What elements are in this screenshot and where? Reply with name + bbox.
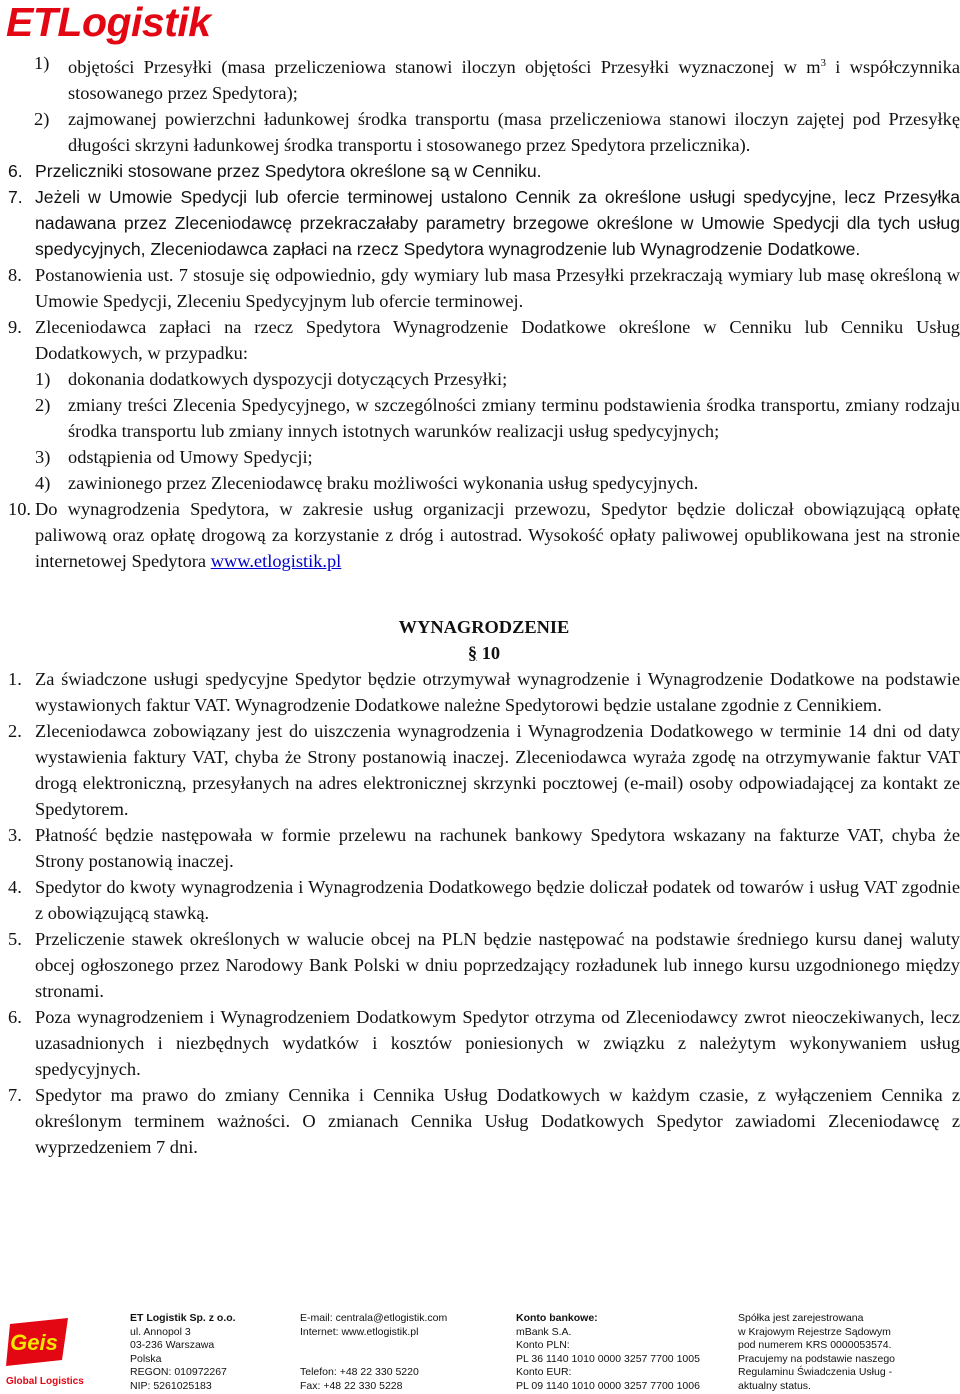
logo-part-et: ET <box>6 0 58 45</box>
list-number: 9. <box>8 317 22 338</box>
list-number: 2) <box>35 395 51 416</box>
list-number: 7. <box>8 1085 22 1106</box>
list-item <box>8 666 960 718</box>
list-text: Przeliczniki stosowane przez Spedytora określone są w Cenniku. <box>35 161 542 182</box>
footer-registry: Spółka jest zarejestrowana w Krajowym Rejestrze Sądowym pod numerem KRS 0000053574. Pracujemy na podstawie naszego Regulaminu Świadczenia Usług - aktualny status. <box>738 1312 896 1392</box>
list-number: 3) <box>35 447 51 468</box>
list-text: Jeżeli w Umowie Spedycji lub ofercie terminowej ustalono Cennik za określone usługi spedycyjne, lecz Przesyłka nadawana przez Zleceniodawcę przekraczałaby parametry brzegowe określone w Umowie Spedycji dla tych usług spedycyjnych, Zleceniodawca zapłaci na rzecz Spedytora wynagrodzenie lub Wynagrodzenie Dodatkowe. <box>35 187 960 260</box>
document-body <box>8 50 960 1160</box>
list-text: zmiany treści Zlecenia Spedycyjnego, w szczególności zmiany terminu podstawienia środka transportu, zmiany rodzaju środka transportu lub zmiany innych istotnych warunków realizacji usług spedycyjnych; <box>68 395 960 442</box>
website-link[interactable]: www.etlogistik.pl <box>210 551 342 572</box>
list-item <box>8 496 960 574</box>
footer-bank: Konto bankowe: mBank S.A. Konto PLN: PL 36 1140 1010 0000 3257 7700 1005 Konto EUR: PL 09 1140 1010 0000 3257 7700 1006 <box>516 1312 700 1392</box>
list-number: 2) <box>34 109 50 130</box>
list-item <box>8 158 960 184</box>
list-number: 8. <box>8 265 22 286</box>
section-heading: WYNAGRODZENIE <box>398 617 570 638</box>
list-item <box>8 392 960 444</box>
list-number: 1. <box>8 669 22 690</box>
list-item <box>8 718 960 822</box>
list-text: Do wynagrodzenia Spedytora, w zakresie usług organizacji przewozu, Spedytor będzie doliczał obowiązującą opłatę paliwową oraz opłatę drogową za korzystanie z dróg i autostrad. Wysokość opłaty paliwowej opublikowana jest na stronie internetowej Spedytora www.etlogistik.pl <box>35 499 960 572</box>
geis-logo-text: Geis <box>10 1330 58 1355</box>
list-item <box>8 366 960 392</box>
list-item <box>8 184 960 262</box>
etlogistik-logo <box>6 0 211 44</box>
list-number: 1) <box>35 369 51 390</box>
list-text: dokonania dodatkowych dyspozycji dotyczących Przesyłki; <box>68 369 508 390</box>
list-item <box>8 262 960 314</box>
page-footer <box>0 1310 960 1393</box>
list-number: 5. <box>8 929 22 950</box>
list-number: 6. <box>8 1007 22 1028</box>
list-item <box>8 1082 960 1160</box>
list-text: odstąpienia od Umowy Spedycji; <box>68 447 313 468</box>
geis-logo-caption: Global Logistics <box>6 1376 84 1387</box>
list-number: 1) <box>34 53 50 73</box>
list-text: Postanowienia ust. 7 stosuje się odpowiednio, gdy wymiary lub masa Przesyłki przekraczają wymiary lub masę określoną w Umowie Spedycji, Zleceniu Spedycyjnym lub ofercie terminowej. <box>35 265 960 312</box>
list-text: Spedytor ma prawo do zmiany Cennika i Cennika Usług Dodatkowych w każdym czasie, z wyłączeniem Cennika z określonym terminem ważności. O zmianach Cennika Usług Dodatkowych Spedytor zawiadomi Zleceniodawcę z wyprzedzeniem 7 dni. <box>35 1085 960 1158</box>
logo-part-logistik: Logistik <box>57 0 211 45</box>
list-text: zajmowanej powierzchni ładunkowej środka transportu (masa przeliczeniowa stanowi iloczyn zajętej pod Przesyłkę długości skrzyni ładunkowej środka transportu i stosowanego przez Spedytora przelicznika). <box>68 109 960 156</box>
list-number: 2. <box>8 721 22 742</box>
list-text: Przeliczenie stawek określonych w walucie obcej na PLN będzie następować na podstawie średniego kursu danej waluty obcej ogłoszonego przez Narodowy Bank Polski w dniu poprzedzający rozładunek lub innego kursu uzgodnionego między stronami. <box>35 929 960 1002</box>
footer-contact: E-mail: centrala@etlogistik.com Internet: www.etlogistik.pl Telefon: +48 22 330 5220 Fax: +48 22 330 5228 <box>300 1312 448 1392</box>
list-number: 6. <box>8 161 23 182</box>
list-item <box>8 874 960 926</box>
list-number: 7. <box>8 187 23 208</box>
footer-company: ET Logistik Sp. z o.o. ul. Annopol 3 03-236 Warszawa Polska REGON: 010972267 NIP: 5261025183 <box>130 1312 236 1392</box>
list-text: objętości Przesyłki (masa przeliczeniowa stanowi iloczyn objętości Przesyłki wyznaczonej w $m^3$ i współczynnika stosowanego przez Spedytora); <box>68 57 960 104</box>
list-item <box>8 1004 960 1082</box>
list-item <box>8 444 960 470</box>
list-text: Za świadczone usługi spedycyjne Spedytor będzie otrzymywał wynagrodzenie i Wynagrodzenie Dodatkowe na podstawie wystawionych faktur VAT. Wynagrodzenie Dodatkowe należne Spedytorowi będzie ustalane zgodnie z Cennikiem. <box>35 669 960 716</box>
paragraph-number: § 10 <box>467 643 501 664</box>
list-number: 10. <box>8 499 31 520</box>
list-item <box>8 822 960 874</box>
list-text: Zleceniodawca zapłaci na rzecz Spedytora Wynagrodzenie Dodatkowe określone w Cenniku lub Cenniku Usług Dodatkowych, w przypadku: <box>35 317 960 364</box>
list-text: Zleceniodawca zobowiązany jest do uiszczenia wynagrodzenia i Wynagrodzenia Dodatkowego w terminie 14 dni od daty wystawienia faktury VAT, chyba że Strony postanowią inaczej. Zleceniodawca wyraża zgodę na otrzymywanie faktur VAT drogą elektroniczną, przesyłanych na adres elektronicznej skrzynki pocztowej (e-mail) osoby odpowiadającej za kontakt ze Spedytorem. <box>35 721 960 820</box>
list-number: 4) <box>35 473 51 494</box>
list-text: Płatność będzie następowała w formie przelewu na rachunek bankowy Spedytora wskazany na fakturze VAT, chyba że Strony postanowią inaczej. <box>35 825 960 872</box>
list-number: 3. <box>8 825 22 846</box>
list-item <box>8 470 960 496</box>
geis-logo <box>4 1316 88 1390</box>
list-text: Spedytor do kwoty wynagrodzenia i Wynagrodzenia Dodatkowego będzie doliczał podatek od towarów i usług VAT zgodnie z obowiązującą stawką. <box>35 877 960 924</box>
list-text: Poza wynagrodzeniem i Wynagrodzeniem Dodatkowym Spedytor otrzyma od Zleceniodawcy zwrot nieoczekiwanych, lecz uzasadnionych i niezbędnych wydatków i kosztów poniesionych w związku z należytym wykonywaniem usług spedycyjnych. <box>35 1007 960 1080</box>
list-text: zawinionego przez Zleceniodawcę braku możliwości wykonania usług spedycyjnych. <box>68 473 699 494</box>
list-item <box>8 314 960 366</box>
list-item <box>8 926 960 1004</box>
list-number: 4. <box>8 877 22 898</box>
list-item <box>8 106 960 158</box>
list-item <box>8 50 960 106</box>
